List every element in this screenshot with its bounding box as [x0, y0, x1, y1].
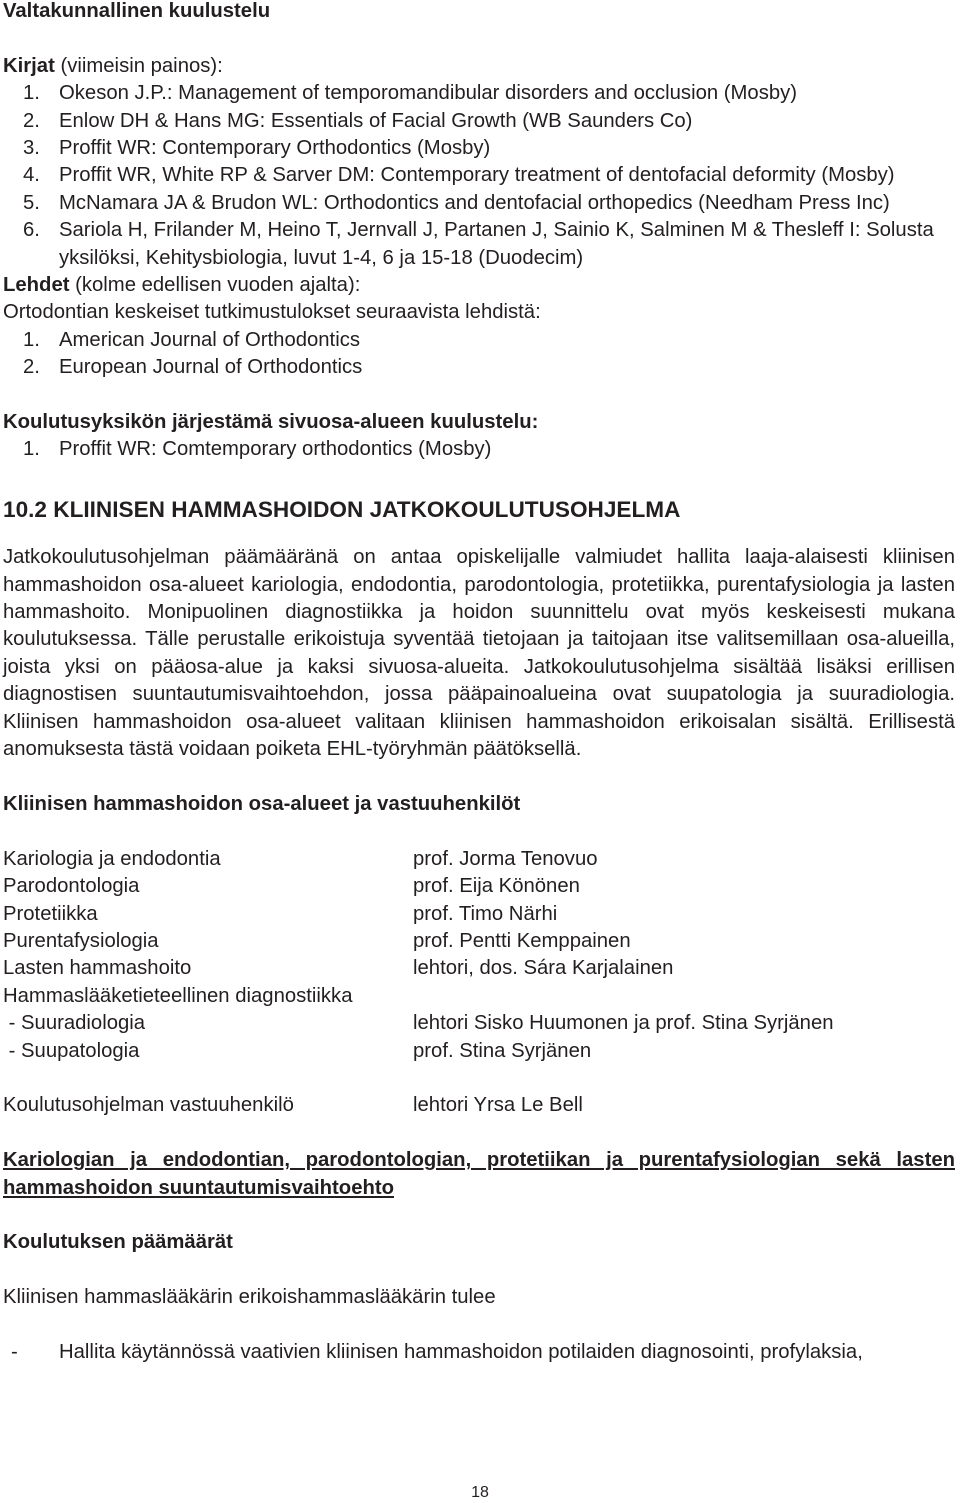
table-row: [3, 901, 955, 928]
journal-list: [3, 327, 955, 382]
area-cell: Hammaslääketieteellinen diagnostiikka: [3, 984, 353, 1007]
page-header: Valtakunnallinen kuulustelu: [3, 0, 271, 22]
list-number: 1.: [23, 82, 40, 105]
person-cell: lehtori, dos. Sára Karjalainen: [413, 957, 674, 980]
area-cell: Protetiikka: [3, 902, 98, 925]
person-cell: prof. Jorma Tenovuo: [413, 847, 598, 870]
goals-intro: Kliinisen hammaslääkärin erikoishammaslääkärin tulee: [3, 1286, 496, 1309]
list-item: [3, 217, 955, 272]
section-title: 10.2 KLIINISEN HAMMASHOIDON JATKOKOULUTUSOHJELMA: [3, 497, 681, 523]
goals-title: Koulutuksen päämäärät: [3, 1231, 233, 1254]
area-cell: Kariologia ja endodontia: [3, 847, 221, 870]
list-item: [3, 327, 955, 354]
list-item: [3, 436, 955, 463]
list-number: 2.: [23, 356, 40, 379]
list-item: [3, 135, 955, 162]
track-title: Kariologian ja endodontian, parodontologian, protetiikan ja purentafysiologian sekä lasten hammashoidon suuntautumisvaihtoehto: [3, 1149, 955, 1199]
list-number: 4.: [23, 164, 40, 187]
books-label-rest: (viimeisin painos):: [54, 54, 223, 77]
list-text: Proffit WR: Contemporary Orthodontics (Mosby): [59, 137, 491, 160]
table-row: [3, 928, 955, 955]
list-text: Proffit WR: Comtemporary orthodontics (Mosby): [59, 438, 492, 461]
list-item: [3, 190, 955, 217]
area-cell: - Suupatologia: [3, 1039, 140, 1062]
spacer-cell: [3, 1065, 413, 1092]
list-text: Proffit WR, White RP & Sarver DM: Contemporary treatment of dentofacial deformity (Mosby): [59, 164, 895, 187]
responsibles-table: [3, 846, 955, 1120]
program-label: Koulutusohjelman vastuuhenkilö: [3, 1094, 294, 1117]
person-cell: prof. Pentti Kemppainen: [413, 929, 631, 952]
list-item: [3, 80, 955, 107]
subexam-list: [3, 436, 955, 463]
table-row: [3, 955, 955, 982]
table-row: [3, 983, 955, 1010]
list-item: [3, 354, 955, 381]
document-page: [3, 0, 955, 1366]
table-row: [3, 846, 955, 873]
books-label-bold: Kirjat: [3, 54, 55, 77]
responsibles-title: Kliinisen hammashoidon osa-alueet ja vastuuhenkilöt: [3, 792, 521, 815]
list-text: European Journal of Orthodontics: [59, 356, 363, 379]
person-cell: lehtori Sisko Huumonen ja prof. Stina Syrjänen: [413, 1012, 834, 1035]
list-item: [3, 162, 955, 189]
list-text: Okeson J.P.: Management of temporomandibular disorders and occlusion (Mosby): [59, 82, 798, 105]
books-label: [3, 53, 955, 80]
book-list: [3, 80, 955, 272]
program-person: lehtori Yrsa Le Bell: [413, 1094, 583, 1117]
list-number: 5.: [23, 191, 40, 214]
person-cell: prof. Timo Närhi: [413, 902, 558, 925]
table-spacer-row: [3, 1065, 955, 1092]
subexam-title: Koulutusyksikön järjestämä sivuosa-alueen kuulustelu:: [3, 411, 539, 434]
list-text: Sariola H, Frilander M, Heino T, Jernvall J, Partanen J, Sainio K, Salminen M & Thesleff I: Solusta yksilöksi, Kehitysbiologia, luvut 1-4, 6 ja 15-18 (Duodecim): [59, 219, 934, 269]
table-row: [3, 873, 955, 900]
table-row: [3, 1092, 955, 1119]
area-cell: Parodontologia: [3, 875, 140, 898]
area-cell: - Suuradiologia: [3, 1012, 146, 1035]
journals-label-bold: Lehdet: [3, 274, 70, 297]
area-cell: Lasten hammashoito: [3, 957, 192, 980]
spacer-cell: [413, 1065, 955, 1092]
list-text: American Journal of Orthodontics: [59, 328, 360, 351]
list-number: 6.: [23, 219, 40, 242]
list-text: McNamara JA & Brudon WL: Orthodontics and dentofacial orthopedics (Needham Press Inc): [59, 191, 890, 214]
list-number: 1.: [23, 328, 40, 351]
list-number: 3.: [23, 137, 40, 160]
list-text: Enlow DH & Hans MG: Essentials of Facial Growth (WB Saunders Co): [59, 109, 693, 132]
list-number: 1.: [23, 438, 40, 461]
table-row: [3, 1038, 955, 1065]
person-cell: prof. Stina Syrjänen: [413, 1039, 592, 1062]
list-item: [3, 108, 955, 135]
journals-label: [3, 272, 955, 299]
person-cell: [413, 983, 955, 1010]
area-cell: Purentafysiologia: [3, 929, 159, 952]
section-paragraph: Jatkokoulutusohjelman päämääränä on antaa opiskelijalle valmiudet hallita laaja-alaisesti kliinisen hammashoidon osa-alueet kariologia, endodontia, parodontologia, protetiikka, purentafysiologia ja lasten hammashoito. Monipuolinen diagnostiikka ja hoidon suunnittelu ovat myös keskeisesti mukana koulutuksessa. Tälle perustalle erikoistuja syventää tietojaan ja taitojaan itse valitsemillaan osa-alueilla, joista yksi on pääosa-alue ja kaksi sivuosa-alueita. Jatkokoulutusohjelma sisältää lisäksi erillisen diagnostisen suuntautumisvaihtoehdon, jossa pääpainoalueina ovat suupatologia ja suuradiologia. Kliinisen hammashoidon osa-alueet valitaan kliinisen hammashoidon erikoisalan sisältä. Erillisestä anomuksesta tästä voidaan poiketa EHL-työryhmän päätöksellä.: [3, 546, 955, 761]
goal-item: [3, 1339, 955, 1366]
journals-intro: Ortodontian keskeiset tutkimustulokset seuraavista lehdistä:: [3, 301, 541, 324]
journals-label-rest: (kolme edellisen vuoden ajalta):: [69, 274, 361, 297]
table-row: [3, 1010, 955, 1037]
page-number: 18: [471, 1484, 489, 1501]
dash-marker: -: [11, 1340, 18, 1363]
list-number: 2.: [23, 109, 40, 132]
person-cell: prof. Eija Könönen: [413, 875, 580, 898]
goal-text: Hallita käytännössä vaativien kliinisen hammashoidon potilaiden diagnosointi, profylaksia,: [59, 1340, 863, 1363]
